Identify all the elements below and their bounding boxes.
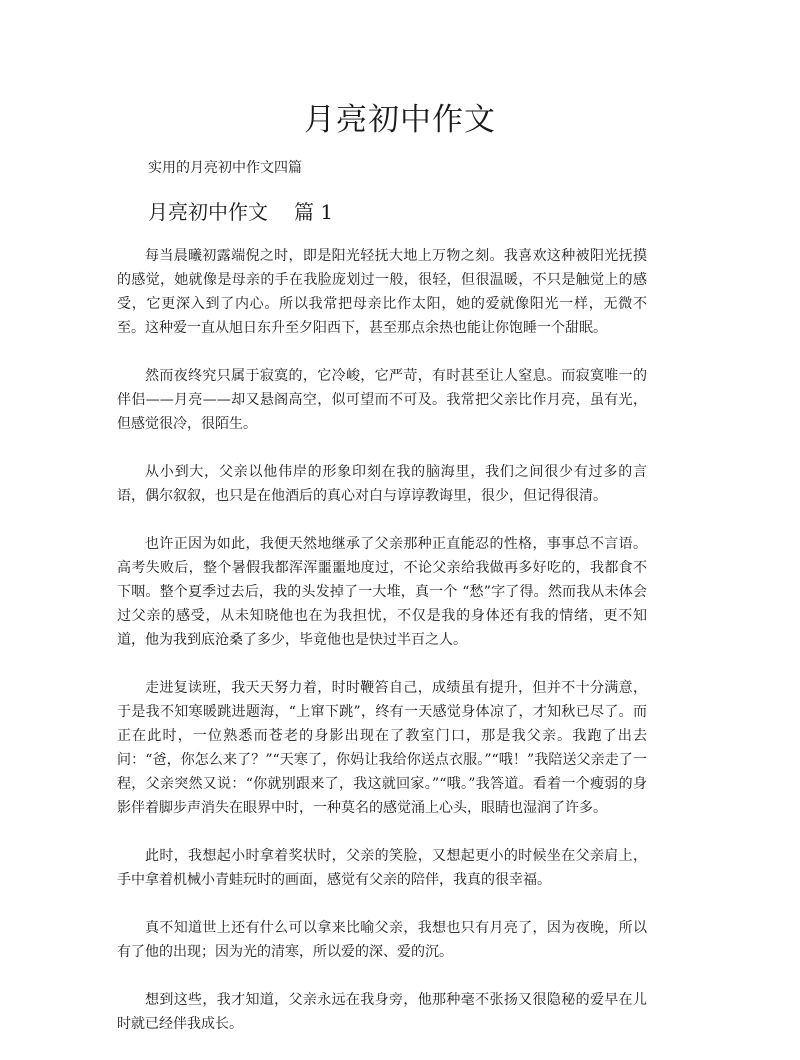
section-heading-title: 月亮初中作文	[148, 200, 268, 224]
essay-body	[117, 244, 647, 1060]
section-heading	[148, 196, 333, 228]
essay-paragraph: 每当晨曦初露端倪之时，即是阳光轻抚大地上万物之刻。我喜欢这种被阳光抚摸的感觉，她就像是母亲的手在我脸庞划过一般，很轻，但很温暖，不只是触觉上的感受，它更深入到了内心。所以我常把母亲比作太阳，她的爱就像阳光一样，无微不至。这种爱一直从旭日东升至夕阳西下，甚至那点余热也能让你饱睡一个甜眠。	[117, 248, 647, 336]
essay-paragraph: 想到这些，我才知道，父亲永远在我身旁，他那种毫不张扬又很隐秘的爱早在儿时就已经伴我成长。	[117, 992, 647, 1032]
document-title: 月亮初中作文	[304, 102, 496, 138]
section-heading-number: 篇 1	[294, 200, 334, 224]
essay-paragraph: 从小到大，父亲以他伟岸的形象印刻在我的脑海里，我们之间很少有过多的言语，偶尔叙叙，也只是在他酒后的真心对白与谆谆教诲里，很少，但记得很清。	[117, 464, 647, 504]
document-subtitle: 实用的月亮初中作文四篇	[148, 160, 302, 176]
essay-paragraph: 走进复读班，我天天努力着，时时鞭笞自己，成绩虽有提升，但并不十分满意，于是我不知寒暖跳进题海，“上窜下跳”，终有一天感觉身体凉了，才知秋已尽了。而正在此时，一位熟悉而苍老的身影出现在了教室门口，那是我父亲。我跑了出去问：“爸，你怎么来了？”“天寒了，你妈让我给你送点衣服。”“哦！”我陪送父亲走了一程，父亲突然又说：“你就别跟来了，我这就回家。”“哦。”我答道。看着一个瘦弱的身影伴着脚步声消失在眼界中时，一种莫名的感觉涌上心头，眼睛也湿润了许多。	[117, 680, 647, 816]
essay-paragraph: 真不知道世上还有什么可以拿来比喻父亲，我想也只有月亮了，因为夜晚，所以有了他的出现；因为光的清寒，所以爱的深、爱的沉。	[117, 920, 647, 960]
essay-paragraph: 也许正因为如此，我便天然地继承了父亲那种正直能忍的性格，事事总不言语。高考失败后，整个暑假我都浑浑噩噩地度过，不论父亲给我做再多好吃的，我都食不下咽。整个夏季过去后，我的头发掉了一大堆，真一个 “愁”字了得。然而我从未体会过父亲的感受，从未知晓他也在为我担忧，不仅是我的身体还有我的情绪，更不知道，他为我到底沧桑了多少，毕竟他也是快过半百之人。	[117, 536, 647, 648]
essay-paragraph: 然而夜终究只属于寂寞的，它冷峻，它严苛，有时甚至让人窒息。而寂寞唯一的伴侣——月亮——却又悬阁高空，似可望而不可及。我常把父亲比作月亮，虽有光，但感觉很冷，很陌生。	[117, 368, 647, 432]
essay-paragraph: 此时，我想起小时拿着奖状时，父亲的笑脸，又想起更小的时候坐在父亲肩上，手中拿着机械小青蛙玩时的画面，感觉有父亲的陪伴，我真的很幸福。	[117, 848, 647, 888]
